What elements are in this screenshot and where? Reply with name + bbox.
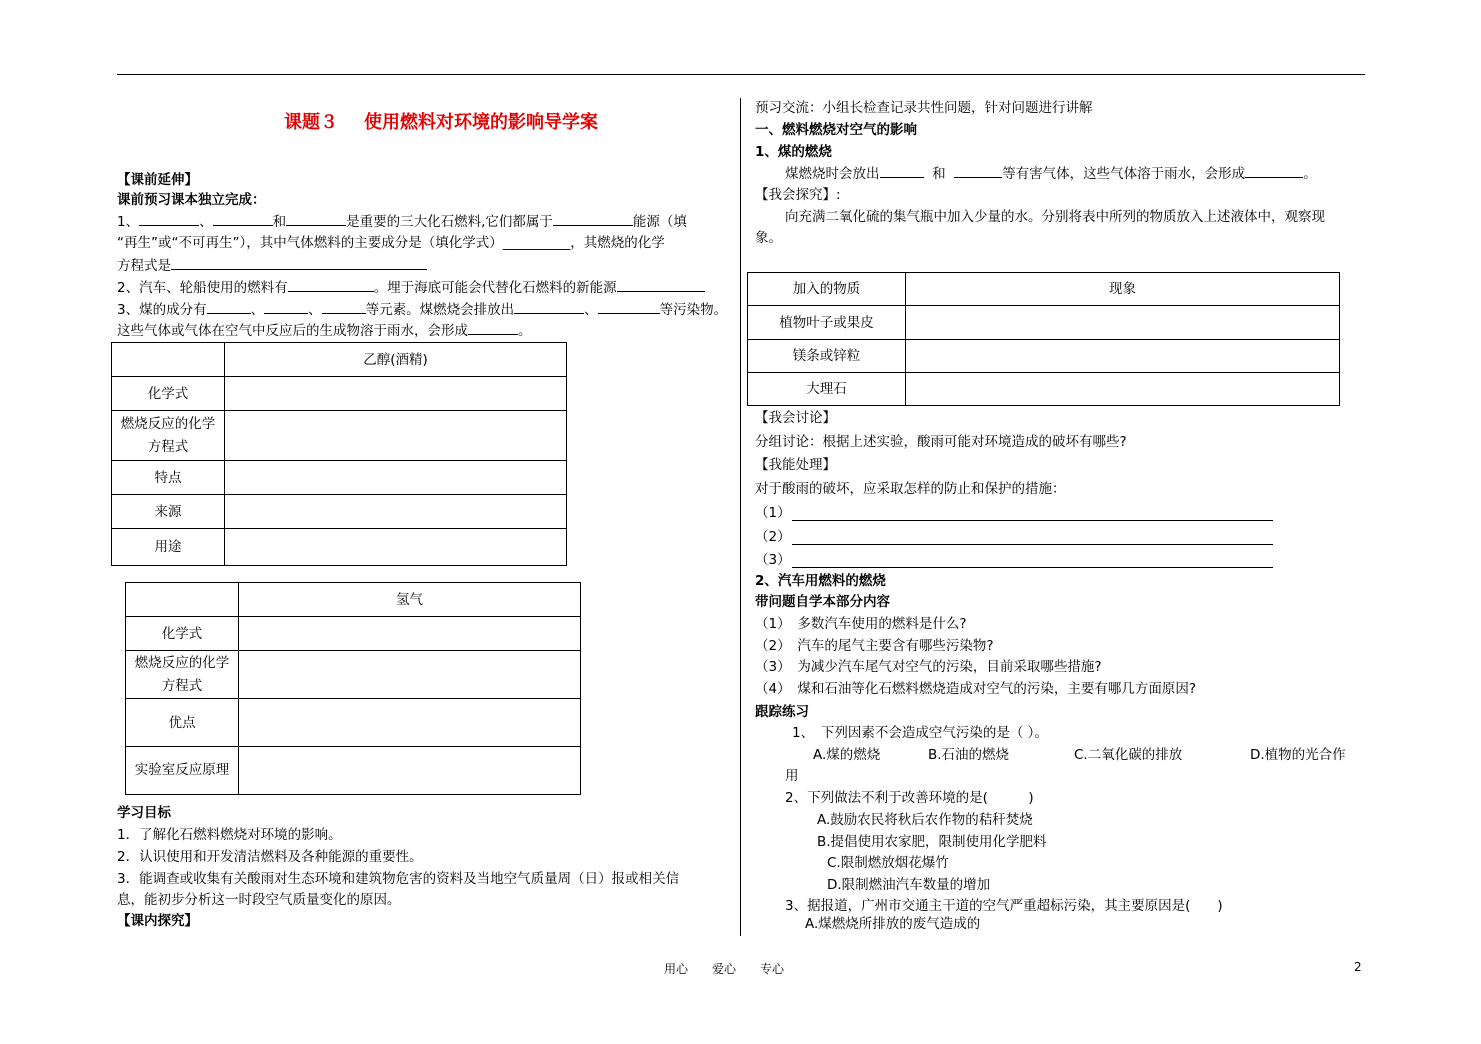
table-header-cell: 氢气 <box>239 583 581 617</box>
blank[interactable] <box>617 277 705 292</box>
goal-1: 1．了解化石燃料燃烧对环境的影响。 <box>117 827 342 843</box>
discuss-heading: 【我会讨论】 <box>755 410 836 426</box>
blank[interactable] <box>288 277 374 292</box>
table-row-label: 用途 <box>112 529 225 566</box>
practice-1-option-d[interactable]: D.植物的光合作 <box>1250 747 1346 763</box>
table-answer-cell[interactable] <box>906 306 1340 340</box>
practice-1-option-a[interactable]: A.煤的燃烧 <box>813 747 881 763</box>
table-row-label: 燃烧反应的化学方程式 <box>112 411 225 461</box>
blank[interactable] <box>514 299 584 314</box>
hydrogen-table <box>125 582 581 795</box>
practice-question-3: 3、据报道，广州市交通主干道的空气严重超标污染，其主要原因是( ) <box>785 898 1223 914</box>
subsection-car-fuel: 2、汽车用燃料的燃烧 <box>755 573 886 589</box>
practice-3-option-a[interactable]: A.煤燃烧所排放的废气造成的 <box>805 916 981 932</box>
table-header-cell: 加入的物质 <box>748 273 906 306</box>
study-question-2: （2） 汽车的尾气主要含有哪些污染物? <box>755 638 994 654</box>
table-row-label: 植物叶子或果皮 <box>748 306 906 340</box>
table-answer-cell[interactable] <box>225 495 567 529</box>
table-answer-cell[interactable] <box>225 529 567 566</box>
page-number: 2 <box>1354 960 1362 974</box>
table-header-cell: 现象 <box>906 273 1340 306</box>
measure-2-label: （2） <box>755 529 791 545</box>
preview-exchange: 预习交流：小组长检查记录共性问题，针对问题进行讲解 <box>755 100 1093 116</box>
goals-heading: 学习目标 <box>117 805 171 821</box>
pre-class-subheading: 课前预习课本独立完成： <box>117 192 266 208</box>
table-answer-cell[interactable] <box>225 377 567 411</box>
self-study-heading: 带问题自学本部分内容 <box>755 594 890 610</box>
question-1-line-3: 方程式是 <box>117 255 427 277</box>
blank[interactable] <box>468 320 518 335</box>
measure-1-answer-line[interactable] <box>792 520 1273 521</box>
blank[interactable] <box>264 299 308 314</box>
practice-1-option-c[interactable]: C.二氧化碳的排放 <box>1074 747 1183 763</box>
measure-1-label: （1） <box>755 505 791 521</box>
title-text: 使用燃料对环境的影响导学案 <box>364 112 598 133</box>
table-row-label: 镁条或锌粒 <box>748 340 906 373</box>
blank[interactable] <box>286 211 346 226</box>
practice-2-option-b[interactable]: B.提倡使用农家肥，限制使用化学肥料 <box>817 834 1047 850</box>
explore-heading: 【我会探究】: <box>755 187 841 203</box>
table-row-label: 大理石 <box>748 373 906 406</box>
table-answer-cell[interactable] <box>239 699 581 747</box>
practice-1-option-d-cont: 用 <box>785 768 799 784</box>
blank[interactable] <box>553 211 633 226</box>
table-answer-cell[interactable] <box>906 340 1340 373</box>
blank[interactable] <box>322 299 366 314</box>
table-header-cell <box>126 583 239 617</box>
table-answer-cell[interactable] <box>906 373 1340 406</box>
table-row-label: 优点 <box>126 699 239 747</box>
blank[interactable] <box>954 163 1002 178</box>
practice-heading: 跟踪练习 <box>755 704 809 720</box>
blank[interactable] <box>207 299 251 314</box>
table-answer-cell[interactable] <box>239 747 581 795</box>
column-divider <box>740 98 741 936</box>
discuss-question: 分组讨论：根据上述实验，酸雨可能对环境造成的破坏有哪些? <box>755 434 1127 450</box>
table-answer-cell[interactable] <box>225 411 567 461</box>
coal-question: 煤燃烧时会放出 和 等有害气体，这些气体溶于雨水，会形成 。 <box>785 163 1317 185</box>
blank[interactable] <box>139 211 199 226</box>
section-1-heading: 一、燃料燃烧对空气的影响 <box>755 122 917 138</box>
question-1-line-2: “再生”或“不可再生”），其中气体燃料的主要成分是（填化学式）__________，其燃烧的化学 <box>117 235 665 251</box>
practice-question-1: 1、 下列因素不会造成空气污染的是（ ）。 <box>792 725 1048 741</box>
goal-3-line-2: 息，能初步分析这一时段空气质量变化的原因。 <box>117 892 401 908</box>
title-lesson-number: 课题３ <box>284 112 338 133</box>
measure-2-answer-line[interactable] <box>792 544 1273 545</box>
page-title <box>0 108 740 134</box>
question-3-line-2: 这些气体或气体在空气中反应后的生成物溶于雨水，会形成 。 <box>117 320 532 342</box>
goal-3-line-1: 3．能调查或收集有关酸雨对生态环境和建筑物危害的资料及当地空气质量周（日）报或相关信 <box>117 871 680 887</box>
handle-question: 对于酸雨的破坏，应采取怎样的防止和保护的措施： <box>755 481 1066 497</box>
measure-3-label: （3） <box>755 552 791 568</box>
table-row-label: 特点 <box>112 461 225 495</box>
table-answer-cell[interactable] <box>239 617 581 651</box>
explore-text-2: 象。 <box>755 230 782 246</box>
in-class-heading: 【课内探究】 <box>117 913 198 929</box>
footer-motto: 用心 爱心 专心 <box>664 962 785 976</box>
blank[interactable] <box>213 211 273 226</box>
handle-heading: 【我能处理】 <box>755 457 836 473</box>
table-row-label: 燃烧反应的化学方程式 <box>126 651 239 699</box>
goal-2: 2．认识使用和开发清洁燃料及各种能源的重要性。 <box>117 849 423 865</box>
blank[interactable] <box>1245 163 1303 178</box>
pre-class-heading: 【课前延伸】 <box>117 172 198 188</box>
question-1-line-1: 1、 、 和 是重要的三大化石燃料,它们都属于 能源（填 <box>117 211 687 233</box>
table-row-label: 实验室反应原理 <box>126 747 239 795</box>
table-row-label: 化学式 <box>112 377 225 411</box>
header-rule <box>117 74 1365 75</box>
ethanol-table <box>111 342 567 566</box>
table-header-cell <box>112 343 225 377</box>
blank[interactable] <box>880 163 924 178</box>
blank[interactable] <box>598 299 660 314</box>
practice-2-option-d[interactable]: D.限制燃油汽车数量的增加 <box>827 877 991 893</box>
blank[interactable] <box>171 255 427 270</box>
practice-1-option-b[interactable]: B.石油的燃烧 <box>928 747 1010 763</box>
practice-2-option-c[interactable]: C.限制燃放烟花爆竹 <box>827 855 949 871</box>
subsection-coal: 1、煤的燃烧 <box>755 144 832 160</box>
study-question-3: （3） 为减少汽车尾气对空气的污染，目前采取哪些措施? <box>755 659 1102 675</box>
practice-2-option-a[interactable]: A.鼓励农民将秋后农作物的秸秆焚烧 <box>817 812 1033 828</box>
question-2: 2、汽车、轮船使用的燃料有 。埋于海底可能会代替化石燃料的新能源 <box>117 277 705 299</box>
table-row-label: 化学式 <box>126 617 239 651</box>
table-answer-cell[interactable] <box>225 461 567 495</box>
question-3-line-1: 3、煤的成分有 、 、 等元素。煤燃烧会排放出 、 等污染物。 <box>117 299 727 321</box>
experiment-table <box>747 272 1340 406</box>
table-row-label: 来源 <box>112 495 225 529</box>
measure-3-answer-line[interactable] <box>792 567 1273 568</box>
study-question-4: （4） 煤和石油等化石燃料燃烧造成对空气的污染，主要有哪几方面原因? <box>755 681 1197 697</box>
study-question-1: （1） 多数汽车使用的燃料是什么? <box>755 616 967 632</box>
practice-question-2: 2、下列做法不利于改善环境的是( ) <box>785 790 1034 806</box>
explore-text-1: 向充满二氧化硫的集气瓶中加入少量的水。分别将表中所列的物质放入上述液体中，观察现 <box>785 209 1325 225</box>
table-header-cell: 乙醇(酒精) <box>225 343 567 377</box>
table-answer-cell[interactable] <box>239 651 581 699</box>
